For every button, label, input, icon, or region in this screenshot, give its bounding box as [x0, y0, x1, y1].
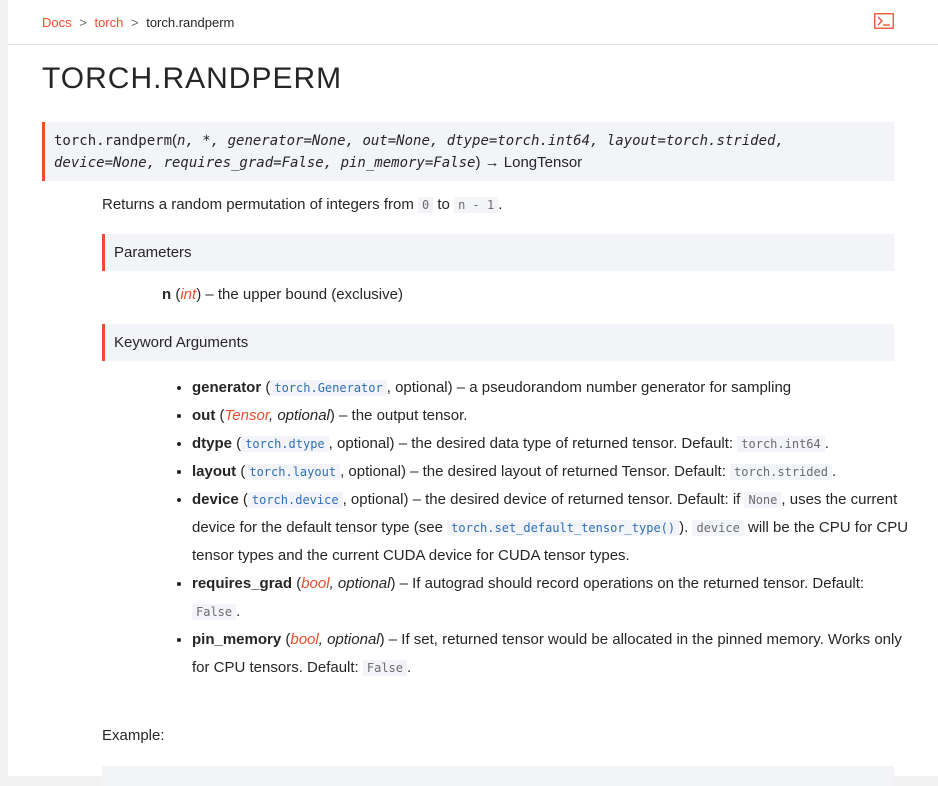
signature-params-line2: device=None, requires_grad=False, pin_memory=False	[54, 155, 476, 171]
param-text: (	[171, 286, 181, 303]
breadcrumb-current: torch.randperm	[146, 15, 235, 30]
kwarg-optional: , optional	[329, 575, 391, 592]
kwarg-description: ) – If autograd should record operations on the returned tensor. Default:	[390, 575, 865, 592]
inline-code: torch.strided	[730, 464, 832, 480]
kwarg-text: .	[236, 603, 241, 620]
list-item	[192, 374, 916, 402]
breadcrumb-separator: >	[131, 15, 139, 30]
inline-code: device	[692, 520, 743, 536]
description-text: Returns a random permutation of integers from	[102, 196, 418, 213]
terminal-icon[interactable]	[874, 13, 894, 29]
inline-code: None	[744, 492, 781, 508]
kwarg-name: pin_memory	[192, 631, 282, 648]
kwarg-description: ) – the output tensor.	[329, 407, 468, 424]
doc-page	[8, 0, 938, 776]
kwarg-text: .	[407, 659, 412, 676]
kwarg-name: requires_grad	[192, 575, 293, 592]
kwarg-name: generator	[192, 379, 262, 396]
list-item	[192, 402, 916, 430]
param-name: n	[162, 286, 172, 303]
breadcrumb-separator: >	[79, 15, 87, 30]
kwarg-name: device	[192, 491, 239, 508]
signature-params-line1: n, *, generator=None, out=None, dtype=torch.int64, layout=torch.strided,	[177, 133, 784, 149]
page-title: TORCH.RANDPERM	[42, 62, 343, 95]
type-link[interactable]: torch.layout	[245, 464, 340, 480]
type-link[interactable]: torch.Generator	[270, 380, 386, 396]
kwarg-text: .	[831, 463, 837, 480]
type-link[interactable]: torch.dtype	[241, 436, 328, 452]
breadcrumb-torch-link[interactable]: torch	[94, 15, 124, 30]
kwarg-optional: , optional	[268, 407, 330, 424]
kwarg-description: , optional) – the desired data type of returned tensor. Default:	[328, 435, 738, 452]
kwarg-text: ).	[679, 519, 693, 536]
signature-close-paren: )	[475, 154, 481, 171]
param-description: ) – the upper bound (exclusive)	[196, 286, 403, 303]
kwarg-text: (	[215, 407, 225, 424]
kwarg-description: , optional) – the desired layout of returned Tensor. Default:	[340, 463, 731, 480]
list-item	[192, 486, 916, 570]
kwarg-text: (	[236, 463, 246, 480]
kwarg-text: .	[824, 435, 829, 452]
function-signature	[42, 122, 894, 181]
inline-code: False	[192, 604, 236, 620]
list-item	[192, 570, 916, 626]
parameter-n	[162, 284, 403, 306]
kwarg-name: out	[192, 407, 216, 424]
breadcrumb-docs-link[interactable]: Docs	[42, 15, 72, 30]
kwarg-description: will be the CPU for CPU tensor types and the current CUDA device for CUDA tensor types.	[192, 519, 909, 564]
example-code-block	[102, 766, 894, 786]
list-item	[192, 458, 916, 486]
list-item	[192, 626, 916, 682]
kwarg-text: (	[281, 631, 291, 648]
function-link[interactable]: torch.set_default_tensor_type()	[447, 520, 679, 536]
inline-code: False	[363, 660, 407, 676]
kwarg-description: , optional) – a pseudorandom number generator for sampling	[386, 379, 792, 396]
param-type-link[interactable]: int	[180, 286, 197, 303]
example-label: Example:	[102, 727, 165, 744]
kwarg-name: layout	[192, 463, 237, 480]
kwarg-name: dtype	[192, 435, 233, 452]
type-link[interactable]: bool	[301, 575, 330, 592]
inline-code: torch.int64	[737, 436, 824, 452]
kwarg-text: (	[292, 575, 302, 592]
signature-open-paren: (	[172, 132, 178, 149]
inline-code: n - 1	[454, 197, 498, 213]
keyword-arguments-list	[172, 374, 916, 682]
type-link[interactable]: bool	[290, 631, 319, 648]
signature-return-type: → LongTensor	[484, 154, 583, 171]
type-link[interactable]: Tensor	[224, 407, 269, 424]
kwarg-description: , uses the current device for the default tensor type (see	[192, 491, 898, 536]
kwarg-optional: , optional	[318, 631, 380, 648]
kwarg-description: ) – If set, returned tensor would be allocated in the pinned memory. Works only for CPU tensors. Default:	[192, 631, 902, 676]
function-description	[102, 194, 502, 216]
list-item	[192, 430, 916, 458]
signature-name: torch.randperm	[54, 133, 173, 149]
kwarg-text: (	[232, 435, 242, 452]
top-bar	[8, 0, 938, 45]
description-text: .	[498, 196, 503, 213]
kwarg-text: (	[261, 379, 271, 396]
inline-code: 0	[418, 197, 433, 213]
kwarg-description: , optional) – the desired device of returned tensor. Default: if	[342, 491, 745, 508]
description-text: to	[433, 196, 455, 213]
kwarg-text: (	[238, 491, 248, 508]
type-link[interactable]: torch.device	[248, 492, 343, 508]
keyword-arguments-heading: Keyword Arguments	[102, 324, 894, 361]
parameters-heading: Parameters	[102, 234, 894, 271]
breadcrumb	[42, 15, 234, 30]
